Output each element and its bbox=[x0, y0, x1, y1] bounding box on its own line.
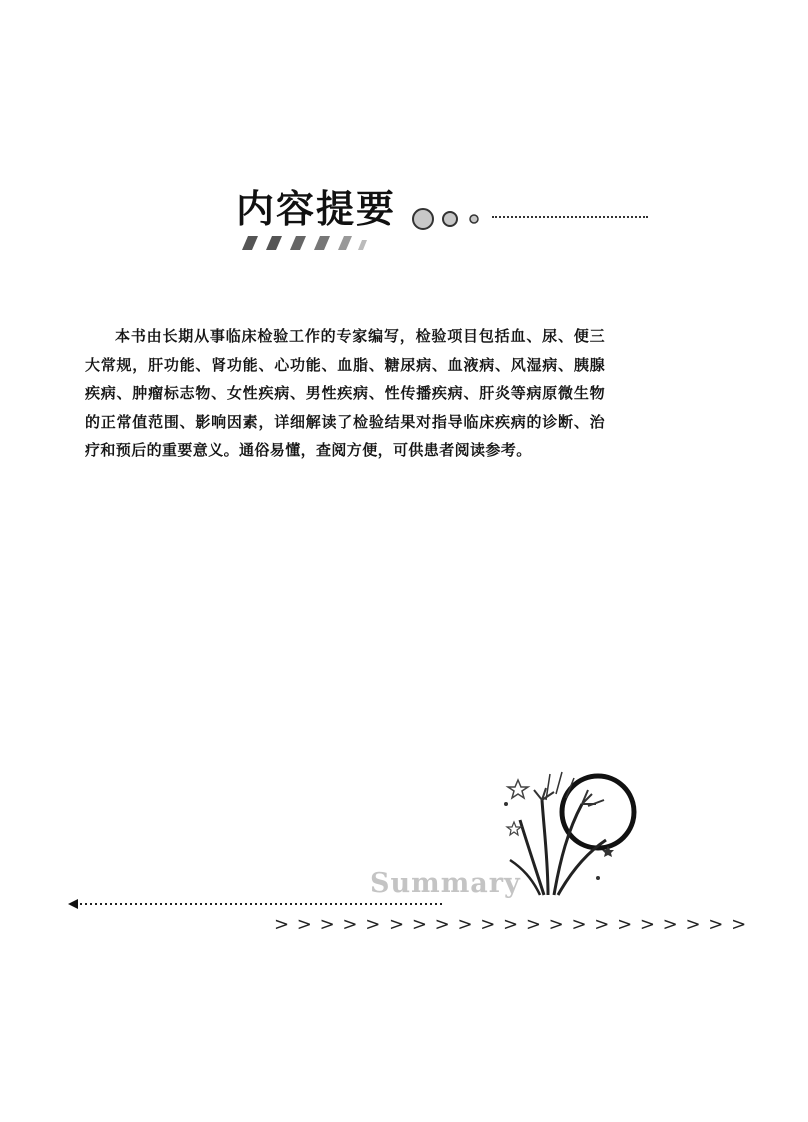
chevron-group-1: > > > > > bbox=[274, 914, 382, 935]
dotted-rule-icon bbox=[492, 216, 648, 218]
chevron-row bbox=[274, 914, 748, 935]
summary-paragraph: 本书由长期从事临床检验工作的专家编写，检验项目包括血、尿、便三大常规，肝功能、肾功能、心功能、血脂、糖尿病、血液病、风湿病、胰腺疾病、肿瘤标志物、女性疾病、男性疾病、性传播疾病、肝炎等病原微生物的正常值范围、影响因素，详细解读了检验结果对指导临床疾病的诊断、治疗和预后的重要意义。通俗易懂，查阅方便，可供患者阅读参考。 bbox=[85, 327, 605, 460]
page-title: 内容提要 bbox=[236, 186, 397, 231]
slanted-stripes-icon bbox=[236, 234, 376, 252]
chevron-group-2: > > > > > > > > > > > > > > > > bbox=[389, 914, 748, 935]
three-circles-icon bbox=[410, 206, 500, 232]
summary-heading: Summary bbox=[370, 868, 521, 899]
dotted-arrow-left-icon bbox=[68, 898, 448, 910]
